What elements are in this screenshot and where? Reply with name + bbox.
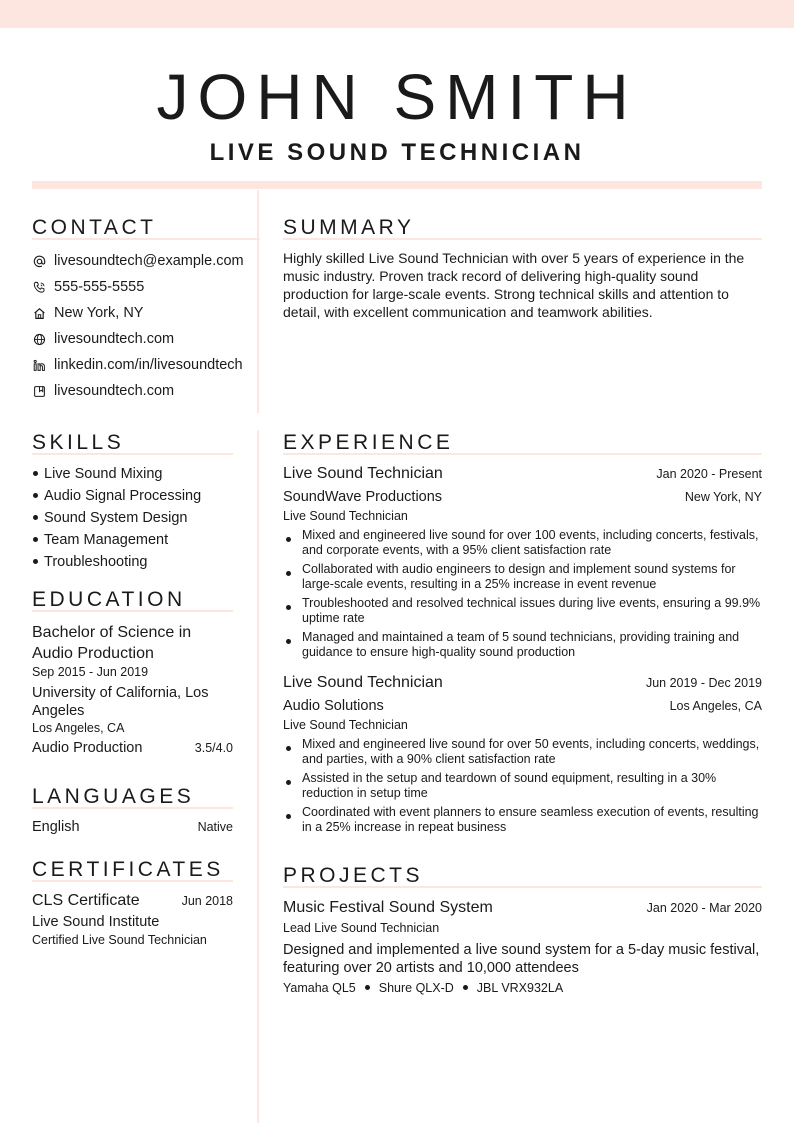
phone-icon <box>32 280 46 294</box>
experience-location: Los Angeles, CA <box>669 699 762 713</box>
skill-item: Team Management <box>32 529 233 551</box>
contact-portfolio[interactable] <box>32 378 260 404</box>
education-section <box>32 588 233 757</box>
job-title: LIVE SOUND TECHNICIAN <box>209 139 585 166</box>
summary-section <box>283 216 762 321</box>
summary-heading: SUMMARY <box>283 216 762 240</box>
separator-dot <box>463 985 468 990</box>
education-dates: Sep 2015 - Jun 2019 <box>32 665 149 679</box>
contact-location-text: New York, NY <box>54 305 144 321</box>
skill-item: Live Sound Mixing <box>32 463 233 485</box>
project-tool: Shure QLX-D <box>378 981 454 995</box>
experience-location: New York, NY <box>684 490 762 504</box>
certificates-section <box>32 858 233 949</box>
project-tool: JBL VRX932LA <box>476 981 564 995</box>
skill-item: Troubleshooting <box>32 551 233 573</box>
experience-section <box>283 431 762 839</box>
project-tool: Yamaha QL5 <box>283 981 356 995</box>
separator-dot <box>365 985 370 990</box>
skills-section <box>32 431 233 573</box>
contact-section <box>32 216 260 404</box>
top-accent-band <box>0 0 794 28</box>
contact-heading: CONTACT <box>32 216 260 240</box>
education-gpa: 3.5/4.0 <box>194 741 233 755</box>
summary-text: Highly skilled Live Sound Technician with over 5 years of experience in the music industry. Proven track record of delivering high-quality sound production for large-scale events. Strong technical skills and attention to detail, with excellent communication and teamwork abilities. <box>283 250 745 320</box>
experience-bullets <box>283 737 762 835</box>
experience-entry <box>283 672 762 835</box>
certificate-name: CLS Certificate <box>32 892 140 909</box>
contact-portfolio-text: livesoundtech.com <box>54 383 175 399</box>
contact-website[interactable] <box>32 326 260 352</box>
at-icon <box>32 254 46 268</box>
languages-heading: LANGUAGES <box>32 785 233 809</box>
experience-company: SoundWave Productions <box>283 489 443 505</box>
experience-bullet: Mixed and engineered live sound for over 50 events, including concerts, weddings, and parties, with a 90% client satisfaction rate <box>283 737 762 767</box>
language-row <box>32 819 233 836</box>
project-tools <box>283 979 762 997</box>
project-description: Designed and implemented a live sound system for a 5-day music festival, featuring over 20 artists and 10,000 attendees <box>283 942 760 976</box>
projects-heading: PROJECTS <box>283 864 762 888</box>
languages-section <box>32 785 233 836</box>
project-header <box>283 897 762 919</box>
contact-phone[interactable] <box>32 274 260 300</box>
project-role: Lead Live Sound Technician <box>283 921 440 935</box>
certificate-row <box>32 892 233 910</box>
column-divider-bottom <box>257 430 259 1123</box>
language-level: Native <box>197 820 233 834</box>
experience-subtitle: Live Sound Technician <box>283 718 408 732</box>
certificate-date: Jun 2018 <box>181 894 233 908</box>
contact-phone-text: 555-555-5555 <box>54 279 145 295</box>
contact-email[interactable] <box>32 248 260 274</box>
skill-item: Sound System Design <box>32 507 233 529</box>
experience-bullet: Managed and maintained a team of 5 sound technicians, providing training and guidance to ensure high-quality sound production <box>283 630 762 660</box>
experience-role: Live Sound Technician <box>283 465 443 482</box>
experience-entry <box>283 463 762 660</box>
experience-dates: Jun 2019 - Dec 2019 <box>645 676 762 690</box>
certificates-heading: CERTIFICATES <box>32 858 233 882</box>
experience-dates: Jan 2020 - Present <box>656 467 762 481</box>
education-field-row <box>32 740 233 757</box>
experience-bullet: Assisted in the setup and teardown of sound equipment, resulting in a 30% reduction in setup time <box>283 771 762 801</box>
contact-linkedin[interactable] <box>32 352 260 378</box>
experience-role: Live Sound Technician <box>283 674 443 691</box>
experience-bullet: Mixed and engineered live sound for over 100 events, including concerts, festivals, and corporate events, with a 95% client satisfaction rate <box>283 528 762 558</box>
contact-website-text: livesoundtech.com <box>54 331 175 347</box>
header-divider <box>32 181 762 189</box>
education-heading: EDUCATION <box>32 588 233 612</box>
contact-email-text: livesoundtech@example.com <box>54 253 244 269</box>
experience-bullet: Coordinated with event planners to ensure seamless execution of events, resulting in a 25% increase in repeat business <box>283 805 762 835</box>
certificate-description: Certified Live Sound Technician <box>32 933 207 947</box>
globe-icon <box>32 332 46 346</box>
portfolio-icon <box>32 384 46 398</box>
education-degree: Bachelor of Science in Audio Production <box>32 624 192 662</box>
projects-section <box>283 864 762 997</box>
project-dates: Jan 2020 - Mar 2020 <box>646 901 762 915</box>
experience-company: Audio Solutions <box>283 698 384 714</box>
education-location: Los Angeles, CA <box>32 721 125 735</box>
skills-list <box>32 463 233 573</box>
project-name: Music Festival Sound System <box>283 899 493 916</box>
home-icon <box>32 306 46 320</box>
experience-bullet: Troubleshooted and resolved technical issues during live events, ensuring a 99.9% uptime rate <box>283 596 762 626</box>
experience-bullet: Collaborated with audio engineers to design and implement sound systems for large-scale events, resulting in a 25% increase in event revenue <box>283 562 762 592</box>
linkedin-icon <box>32 358 46 372</box>
experience-heading: EXPERIENCE <box>283 431 762 455</box>
contact-linkedin-text: linkedin.com/in/livesoundtech <box>54 357 243 373</box>
education-school: University of California, Los Angeles <box>32 685 209 719</box>
skill-item: Audio Signal Processing <box>32 485 233 507</box>
certificate-issuer: Live Sound Institute <box>32 914 160 930</box>
skills-heading: SKILLS <box>32 431 233 455</box>
candidate-name: JOHN SMITH <box>156 61 638 133</box>
contact-location <box>32 300 260 326</box>
experience-subtitle: Live Sound Technician <box>283 509 408 523</box>
experience-bullets <box>283 528 762 660</box>
contact-list <box>32 248 260 404</box>
education-field: Audio Production <box>32 740 143 756</box>
language-name: English <box>32 819 80 835</box>
